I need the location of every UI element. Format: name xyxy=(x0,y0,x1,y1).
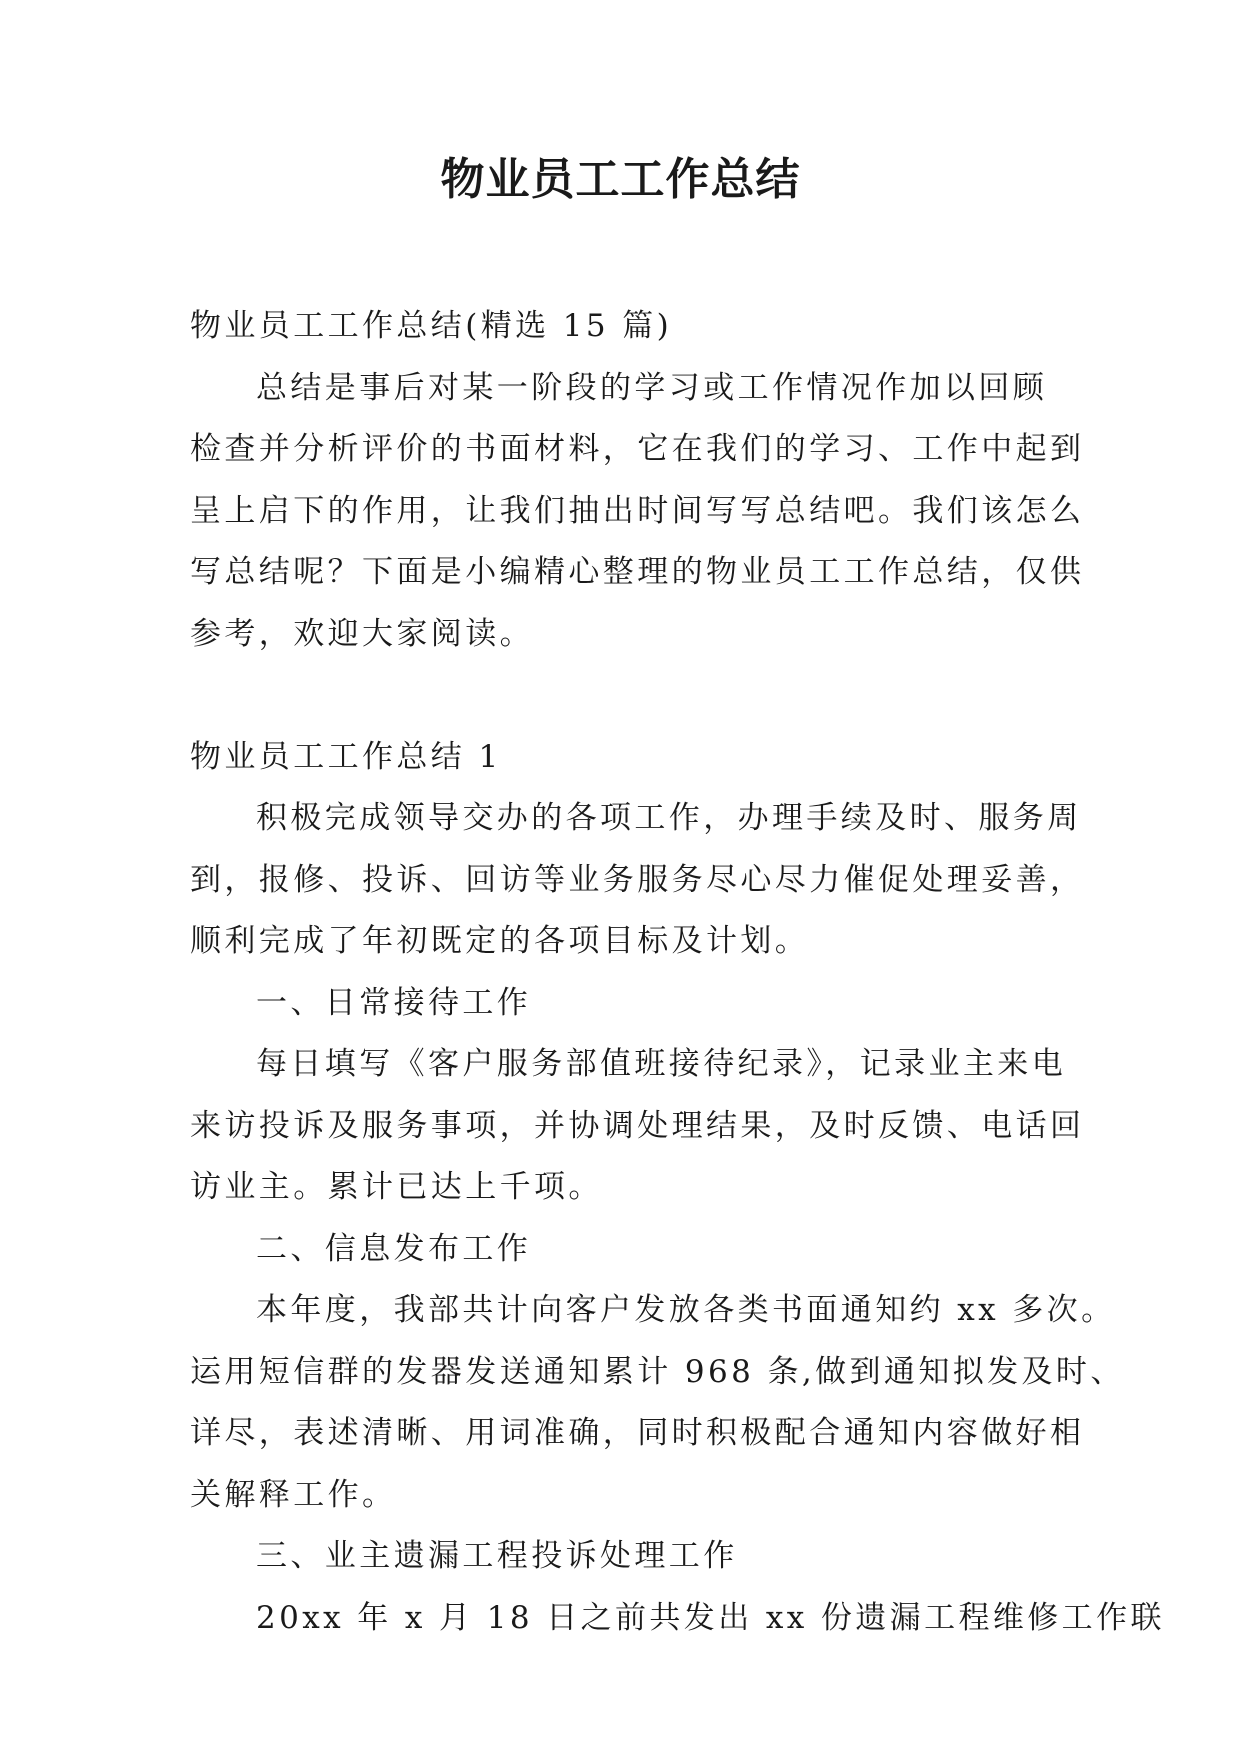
paragraph-line: 呈上启下的作用，让我们抽出时间写写总结吧。我们该怎么 xyxy=(190,492,1085,529)
subsection-heading: 二、信息发布工作 xyxy=(256,1230,532,1267)
paragraph-line: 参考，欢迎大家阅读。 xyxy=(190,615,534,652)
paragraph-line: 总结是事后对某一阶段的学习或工作情况作加以回顾 xyxy=(256,369,1048,406)
paragraph-line: 写总结呢？下面是小编精心整理的物业员工工作总结，仅供 xyxy=(190,554,1085,590)
paragraph-line: 访业主。累计已达上千项。 xyxy=(190,1169,603,1205)
paragraph-line: 顺利完成了年初既定的各项目标及计划。 xyxy=(190,923,810,959)
subsection-heading: 三、业主遗漏工程投诉处理工作 xyxy=(256,1538,738,1574)
section-heading: 物业员工工作总结 1 xyxy=(190,738,502,775)
document-title: 物业员工工作总结 xyxy=(440,154,801,205)
paragraph-line: 本年度，我部共计向客户发放各类书面通知约 xx 多次。 xyxy=(256,1292,1116,1328)
paragraph-line: 来访投诉及服务事项，并协调处理结果，及时反馈、电话回 xyxy=(190,1107,1085,1144)
paragraph-line: 积极完成领导交办的各项工作，办理手续及时、服务周 xyxy=(256,800,1082,836)
document-body xyxy=(190,296,1165,1649)
paragraph-line: 检查并分析评价的书面材料，它在我们的学习、工作中起到 xyxy=(190,431,1085,467)
paragraph-line: 关解释工作。 xyxy=(190,1476,397,1513)
paragraph-line: 每日填写《客户服务部值班接待纪录》，记录业主来电 xyxy=(256,1046,1067,1082)
paragraph-line: 运用短信群的发器发送通知累计 968 条,做到通知拟发及时、 xyxy=(190,1353,1125,1390)
paragraph-line: 到，报修、投诉、回访等业务服务尽心尽力催促处理妥善， xyxy=(190,861,1085,898)
paragraph-line: 20xx 年 x 月 18 日之前共发出 xx 份遗漏工程维修工作联 xyxy=(256,1599,1165,1636)
subsection-heading: 一、日常接待工作 xyxy=(256,984,532,1021)
subtitle-line: 物业员工工作总结(精选 15 篇) xyxy=(190,308,673,344)
paragraph-line: 详尽，表述清晰、用词准确，同时积极配合通知内容做好相 xyxy=(190,1415,1085,1451)
blank-line xyxy=(190,665,1060,727)
